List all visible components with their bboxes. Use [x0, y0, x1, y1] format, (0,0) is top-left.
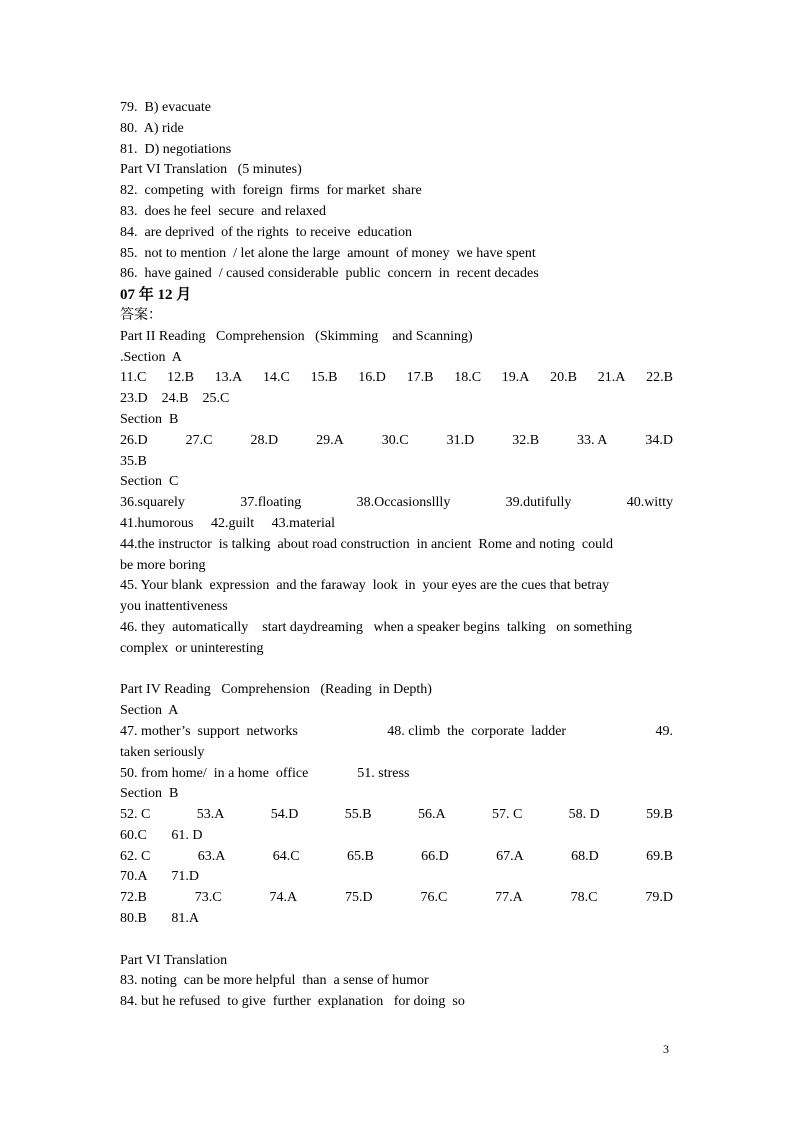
answer-line: 82. competing with foreign firms for market share	[120, 183, 422, 199]
answer-item: 62. C	[120, 848, 151, 864]
answer-item: 65.B	[346, 848, 374, 864]
answer-item: 54.D	[270, 807, 299, 823]
section-label: Section B	[120, 786, 179, 802]
answer-line: 41.humorous 42.guilt 43.material	[120, 515, 336, 531]
answer-line: 83. noting can be more helpful than a sense of humor	[120, 973, 429, 989]
answer-item: 78.C	[570, 890, 598, 906]
section-label: Section B	[120, 411, 179, 427]
answer-line: 46. they automatically start daydreaming when a speaker begins talking on something	[120, 619, 633, 635]
blank-line	[120, 930, 673, 951]
answer-line: 83. does he feel secure and relaxed	[120, 203, 327, 219]
answer-item: 19.A	[501, 370, 530, 386]
answer-item: 68.D	[571, 848, 599, 864]
blank-line	[120, 660, 673, 681]
answer-item: 31.D	[446, 432, 475, 448]
section-heading: Part VI Translation	[120, 952, 228, 968]
answer-item: 11.C	[120, 370, 147, 386]
answer-item: 14.C	[263, 370, 290, 386]
answer-row	[120, 888, 673, 909]
answer-item: 22.B	[646, 370, 673, 386]
answer-item: 57. C	[491, 807, 523, 823]
answer-item: 52. C	[120, 807, 151, 823]
answer-line: you inattentiveness	[120, 599, 228, 615]
section-heading: Part II Reading Comprehension (Skimming and Scanning)	[120, 328, 473, 344]
answer-item: 32.B	[512, 432, 540, 448]
answer-item: 66.D	[421, 848, 449, 864]
answer-line: 60.C 61. D	[120, 827, 203, 843]
answer-item: 17.B	[406, 370, 434, 386]
answer-item: 79.D	[645, 890, 673, 906]
answer-line: 86. have gained / caused considerable public concern in recent decades	[120, 266, 539, 282]
answer-item: 28.D	[250, 432, 279, 448]
answer-row	[120, 431, 673, 452]
answer-item: 48. climb the corporate ladder	[387, 723, 567, 739]
answer-line: 79. B) evacuate	[120, 100, 211, 115]
answer-item: 40.witty	[626, 495, 673, 511]
answer-item: 12.B	[167, 370, 194, 386]
answer-item: 67.A	[496, 848, 524, 864]
answer-line: complex or uninteresting	[120, 640, 264, 656]
answer-item: 37.floating	[240, 495, 302, 511]
section-heading: Part VI Translation (5 minutes)	[120, 162, 302, 178]
answer-item: 18.C	[454, 370, 482, 386]
answer-line: 80.B 81.A	[120, 911, 199, 927]
answer-line: 70.A 71.D	[120, 869, 199, 885]
page-number: 3	[663, 1042, 669, 1056]
section-heading: Part IV Reading Comprehension (Reading in Depth)	[120, 682, 432, 698]
answer-line: 84. are deprived of the rights to receive education	[120, 224, 412, 240]
answer-item: 73.C	[194, 890, 222, 906]
answer-item: 63.A	[197, 848, 226, 864]
answer-line: 50. from home/ in a home office 51. stress	[120, 765, 410, 781]
answer-line: be more boring	[120, 557, 206, 573]
answer-line: 84. but he refused to give further explanation for doing so	[120, 994, 465, 1010]
answers-label: 答案：	[120, 307, 162, 323]
answer-item: 39.dutifully	[505, 495, 572, 511]
answer-item: 33. A	[577, 432, 608, 448]
answer-item: 58. D	[568, 807, 600, 823]
answer-item: 34.D	[645, 432, 673, 448]
answer-row	[120, 722, 673, 743]
answer-item: 75.D	[344, 890, 373, 906]
answer-item: 74.A	[269, 890, 298, 906]
answer-item: 27.C	[185, 432, 213, 448]
answer-item: 69.B	[646, 848, 673, 864]
answer-item: 76.C	[420, 890, 448, 906]
answer-line: 85. not to mention / let alone the large amount of money we have spent	[120, 245, 536, 261]
answer-item: 72.B	[120, 890, 147, 906]
answer-item: 55.B	[344, 807, 372, 823]
answer-line: 80. A) ride	[120, 120, 184, 136]
answer-line: 44.the instructor is talking about road construction in ancient Rome and noting could	[120, 536, 614, 552]
section-label: Section A	[120, 703, 179, 719]
answer-item: 26.D	[120, 432, 148, 448]
answer-item: 64.C	[272, 848, 300, 864]
answer-line: taken seriously	[120, 744, 205, 760]
answer-line: 23.D 24.B 25.C	[120, 391, 230, 407]
answer-item: 53.A	[196, 807, 225, 823]
answer-item: 20.B	[550, 370, 578, 386]
answer-item: 49.	[655, 723, 673, 739]
answer-item: 13.A	[214, 370, 243, 386]
answer-item: 77.A	[495, 890, 523, 906]
answer-row	[120, 493, 673, 514]
answer-item: 29.A	[316, 432, 344, 448]
answer-row	[120, 368, 673, 389]
answer-line: 45. Your blank expression and the faraway look in your eyes are the cues that betray	[120, 578, 610, 594]
answer-item: 21.A	[597, 370, 626, 386]
answer-item: 15.B	[310, 370, 338, 386]
answer-line: 35.B	[120, 453, 147, 469]
answer-item: 16.D	[358, 370, 386, 386]
answer-line: 81. D) negotiations	[120, 141, 232, 157]
answer-row	[120, 847, 673, 868]
answer-item: 56.A	[417, 807, 446, 823]
section-label: Section C	[120, 474, 179, 490]
answer-key-content	[120, 98, 673, 1013]
answer-item: 59.B	[646, 807, 673, 823]
exam-date-heading: 07 年 12 月	[120, 287, 192, 304]
answer-item: 47. mother’s support networks	[120, 723, 298, 739]
answer-item: 36.squarely	[120, 495, 185, 511]
answer-row	[120, 805, 673, 826]
section-label: .Section A	[120, 349, 182, 365]
answer-item: 38.Occasionsllly	[356, 495, 451, 511]
answer-item: 30.C	[381, 432, 409, 448]
